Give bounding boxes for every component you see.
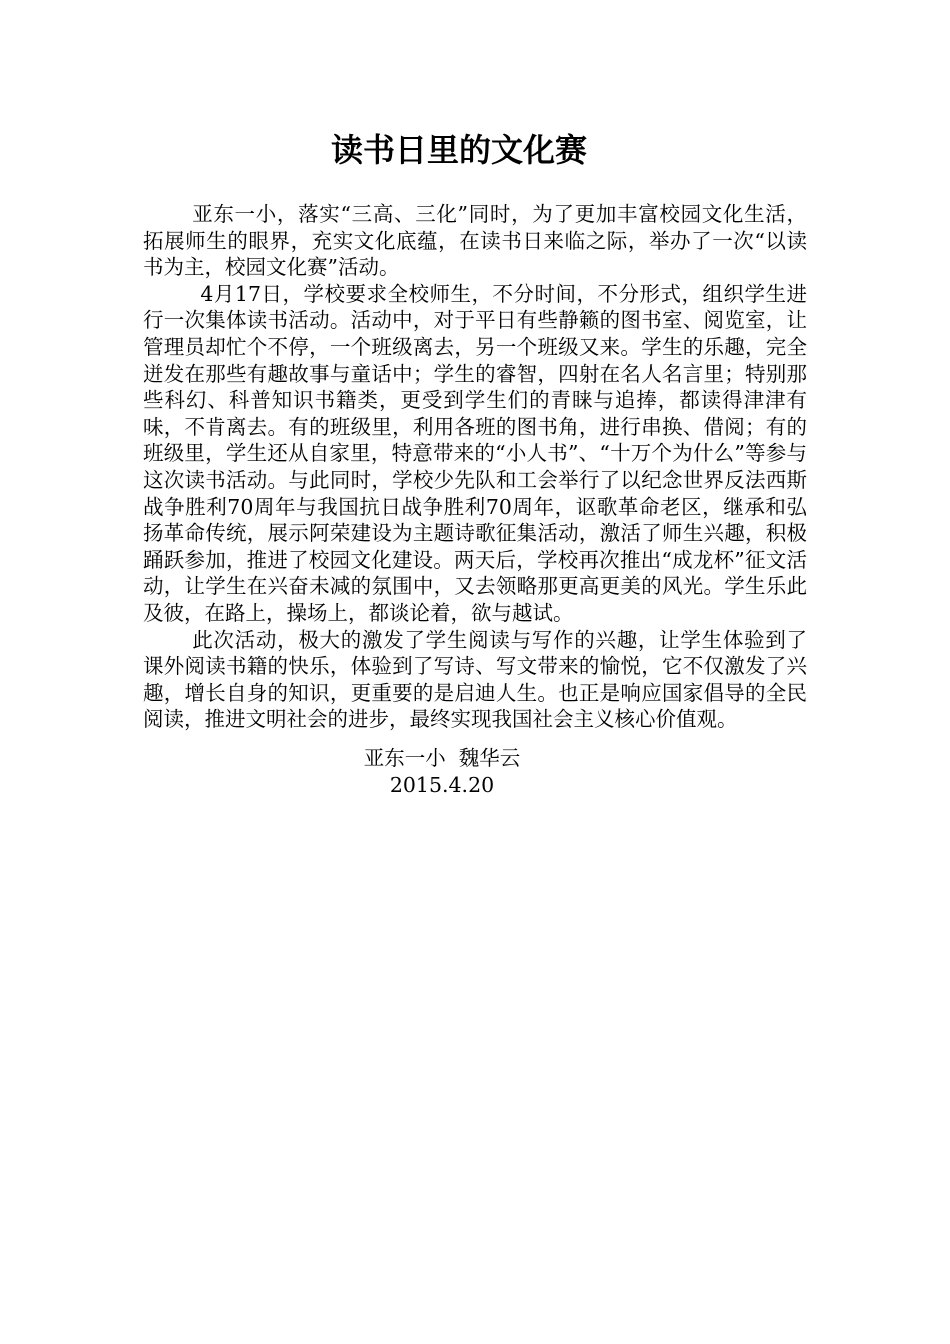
signature-author: 亚东一小 魏华云 <box>363 746 521 770</box>
paragraph-conclusion: 此次活动，极大的激发了学生阅读与写作的兴趣，让学生体验到了课外阅读书籍的快乐，体验到了写诗、写文带来的愉悦，它不仅激发了兴趣，增长自身的知识，更重要的是启迪人生。也正是响应国家倡导的全民阅读，推进文明社会的进步，最终实现我国社会主义核心价值观。 <box>143 627 807 732</box>
paragraph-intro: 亚东一小，落实“三高、三化”同时，为了更加丰富校园文化生活，拓展师生的眼界，充实文化底蕴，在读书日来临之际，举办了一次“以读书为主，校园文化赛”活动。 <box>143 202 807 280</box>
signature-block <box>0 745 884 798</box>
document-title: 读书日里的文化赛 <box>330 131 587 169</box>
document-body <box>143 201 807 733</box>
signature-date: 2015.4.20 <box>389 772 495 797</box>
paragraph-activity: 4月17日，学校要求全校师生，不分时间，不分形式，组织学生进行一次集体读书活动。活动中，对于平日有些静籁的图书室、阅览室，让管理员却忙个不停，一个班级离去，另一个班级又来。学生的乐趣，完全迸发在那些有趣故事与童话中；学生的睿智，四射在名人名言里；特别那些科幻、科普知识书籍类，更受到学生们的青睐与追捧，都读得津津有味，不肯离去。有的班级里，利用各班的图书角，进行串换、借阅；有的班级里，学生还从自家里，特意带来的“小人书”、“十万个为什么”等参与这次读书活动。与此同时，学校少先队和工会举行了以纪念世界反法西斯战争胜利70周年与我国抗日战争胜利70周年，讴歌革命老区，继承和弘扬革命传统，展示阿荣建设为主题诗歌征集活动，激活了师生兴趣，积极踊跃参加，推进了校园文化建设。两天后，学校再次推出“成龙杯”征文活动，让学生在兴奋未减的氛围中，又去领略那更高更美的风光。学生乐此及彼，在路上，操场上，都谈论着，欲与越试。 <box>143 281 807 625</box>
